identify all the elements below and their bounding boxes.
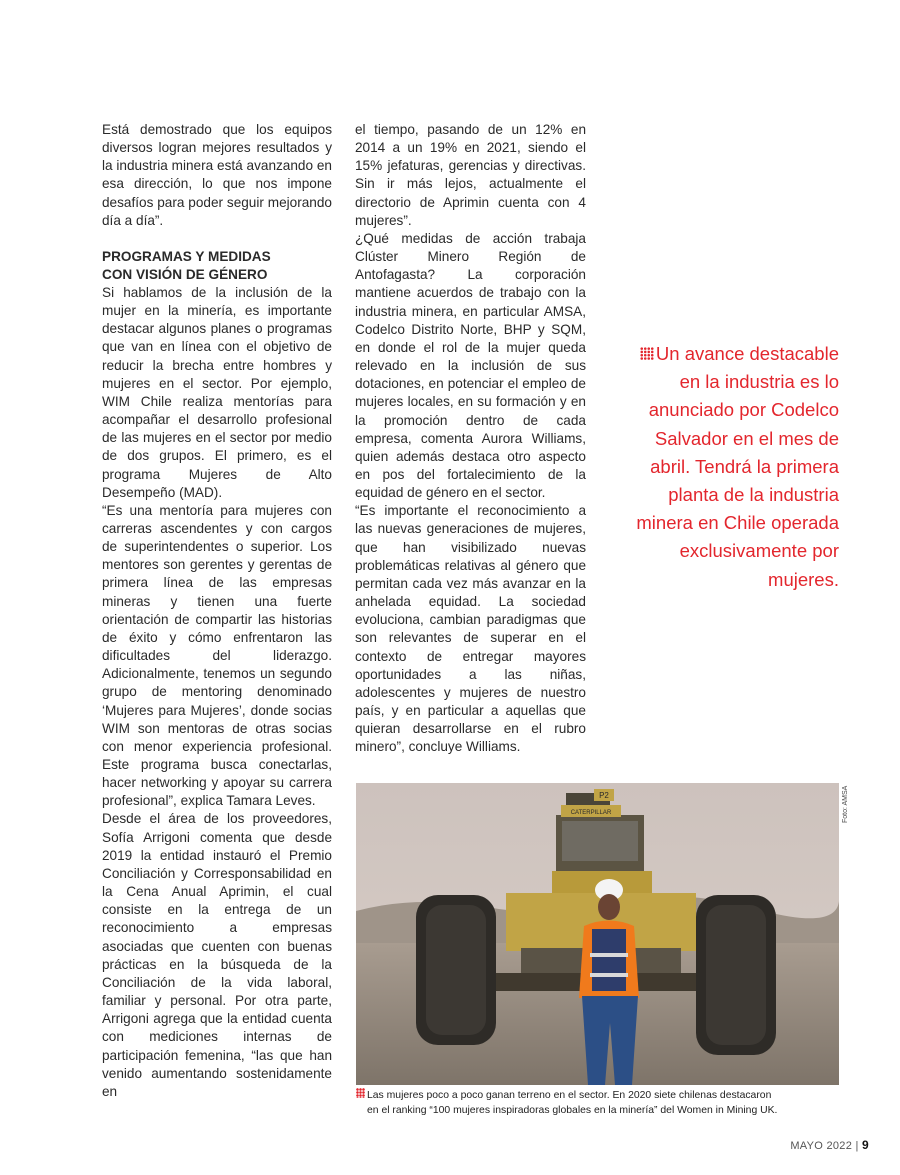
body-paragraph: el tiempo, pasando de un 12% en 2014 a un 19% en 2021, siendo el 15% jefaturas, gerencias y directivas. Sin ir más lejos, actualmente el directorio de Aprimin cuenta con 4 mujeres”.	[355, 122, 586, 228]
photo-caption	[356, 1088, 844, 1118]
spacer	[102, 230, 332, 248]
photo-credit: Foto: AMSA	[842, 785, 849, 823]
body-paragraph: “Es una mentoría para mujeres con carreras ascendentes y con cargos de superintendentes o superior. Los mentores son gerentes y gerentas de primera línea de las empresas mineras y tienen una fuerte orientación de compartir las historias de éxito y cómo enfrentaron las dificultades del liderazgo. Adicionalmente, tenemos un segundo grupo de mentoring denominado ‘Mujeres para Mujeres’, donde socias WIM son mentoras de otras socias con menor experiencia profesional. Este programa busca conectarlas, hacer networking y apoyar su carrera profesional”, explica Tamara Leves.	[102, 502, 332, 809]
dot-grid-icon	[640, 347, 654, 360]
article-photo	[356, 783, 839, 1085]
left-tire	[416, 895, 496, 1045]
mining-truck-photo	[356, 783, 839, 1085]
page-number: 9	[862, 1138, 869, 1152]
page-footer	[790, 1138, 869, 1152]
dot-grid-icon	[356, 1088, 365, 1098]
column-left	[102, 121, 332, 1101]
truck-brand-text: CATERPILLAR	[570, 810, 612, 816]
issue-date: MAYO 2022	[790, 1140, 853, 1152]
pull-quote-text: Un avance destacable en la industria es lo anunciado por Codelco Salvador en el mes de abril. Tendrá la primera planta de la industria minera en Chile operada exclusivamente por mujeres.	[636, 343, 839, 590]
body-paragraph: “Es importante el reconocimiento a las nuevas generaciones de mujeres, que han visibilizado nuevas problemáticas relativas al género que permitan cada vez más avanzar en la anhelada equidad. La sociedad evoluciona, cambian paradigmas que son relevantes de superar en el contexto de entregar mayores oportunidades a las niñas, adolescentes y mujeres de nuestro país, y en particular a aquellas que quieran desarrollarse en el rubro minero”, concluye Williams.	[355, 503, 586, 755]
body-paragraph: ¿Qué medidas de acción trabaja Clúster Minero Región de Antofagasta? La corporación mantiene acuerdos de trabajo con la industria minera, en particular AMSA, Codelco Distrito Norte, BHP y SQM, en donde el rol de la mujer queda relevado en la inclusión de sus dotaciones, en potenciar el empleo de mujeres locales, en su formación y en la promoción dentro de cada empresa, comenta Aurora Williams, quien además destaca otro aspecto en pos del fortalecimiento de la equidad de género en el sector.	[355, 230, 586, 501]
body-paragraph: Desde el área de los proveedores, Sofía Arrigoni comenta que desde 2019 la entidad instauró el Premio Conciliación y Corresponsabilidad en la Cena Anual Aprimin, el cual consiste en la entrega de un reconocimiento a empresas asociadas que cuenten con buenas prácticas en la búsqueda de la Conciliación de la vida laboral, familiar y personal. Por otra parte, Arrigoni agrega que la entidad cuenta con mediciones internas de participación femenina, “las que han venido aumentando sostenidamente en	[102, 811, 332, 1099]
intro-paragraph: Está demostrado que los equipos diversos logran mejores resultados y la industria minera está avanzando en esa dirección, lo que nos impone desafíos para poder seguir mejorando día a día”.	[102, 122, 332, 228]
section-heading	[102, 248, 332, 284]
pull-quote	[618, 340, 839, 594]
right-tire	[696, 895, 776, 1055]
section-heading-line2: CON VISIÓN DE GÉNERO	[102, 266, 268, 282]
truck-badge-text: P2	[599, 791, 609, 800]
column-middle	[355, 121, 586, 756]
section-heading-line1: PROGRAMAS Y MEDIDAS	[102, 248, 271, 264]
caption-line2: en el ranking “100 mujeres inspiradoras globales en la minería” del Women in Mining UK.	[367, 1105, 778, 1116]
caption-line1: Las mujeres poco a poco ganan terreno en el sector. En 2020 siete chilenas destacaron	[367, 1090, 772, 1101]
body-paragraph: Si hablamos de la inclusión de la mujer en la minería, es importante destacar algunos planes o programas que van en línea con el objetivo de reducir la brecha entre hombres y mujeres en el sector. Por ejemplo, WIM Chile realiza mentorías para acompañar el desarrollo profesional de las mujeres en el sector por medio de dos grupos. El primero, es el programa Mujeres de Alto Desempeño (MAD).	[102, 284, 332, 500]
folio-divider: |	[855, 1140, 863, 1152]
